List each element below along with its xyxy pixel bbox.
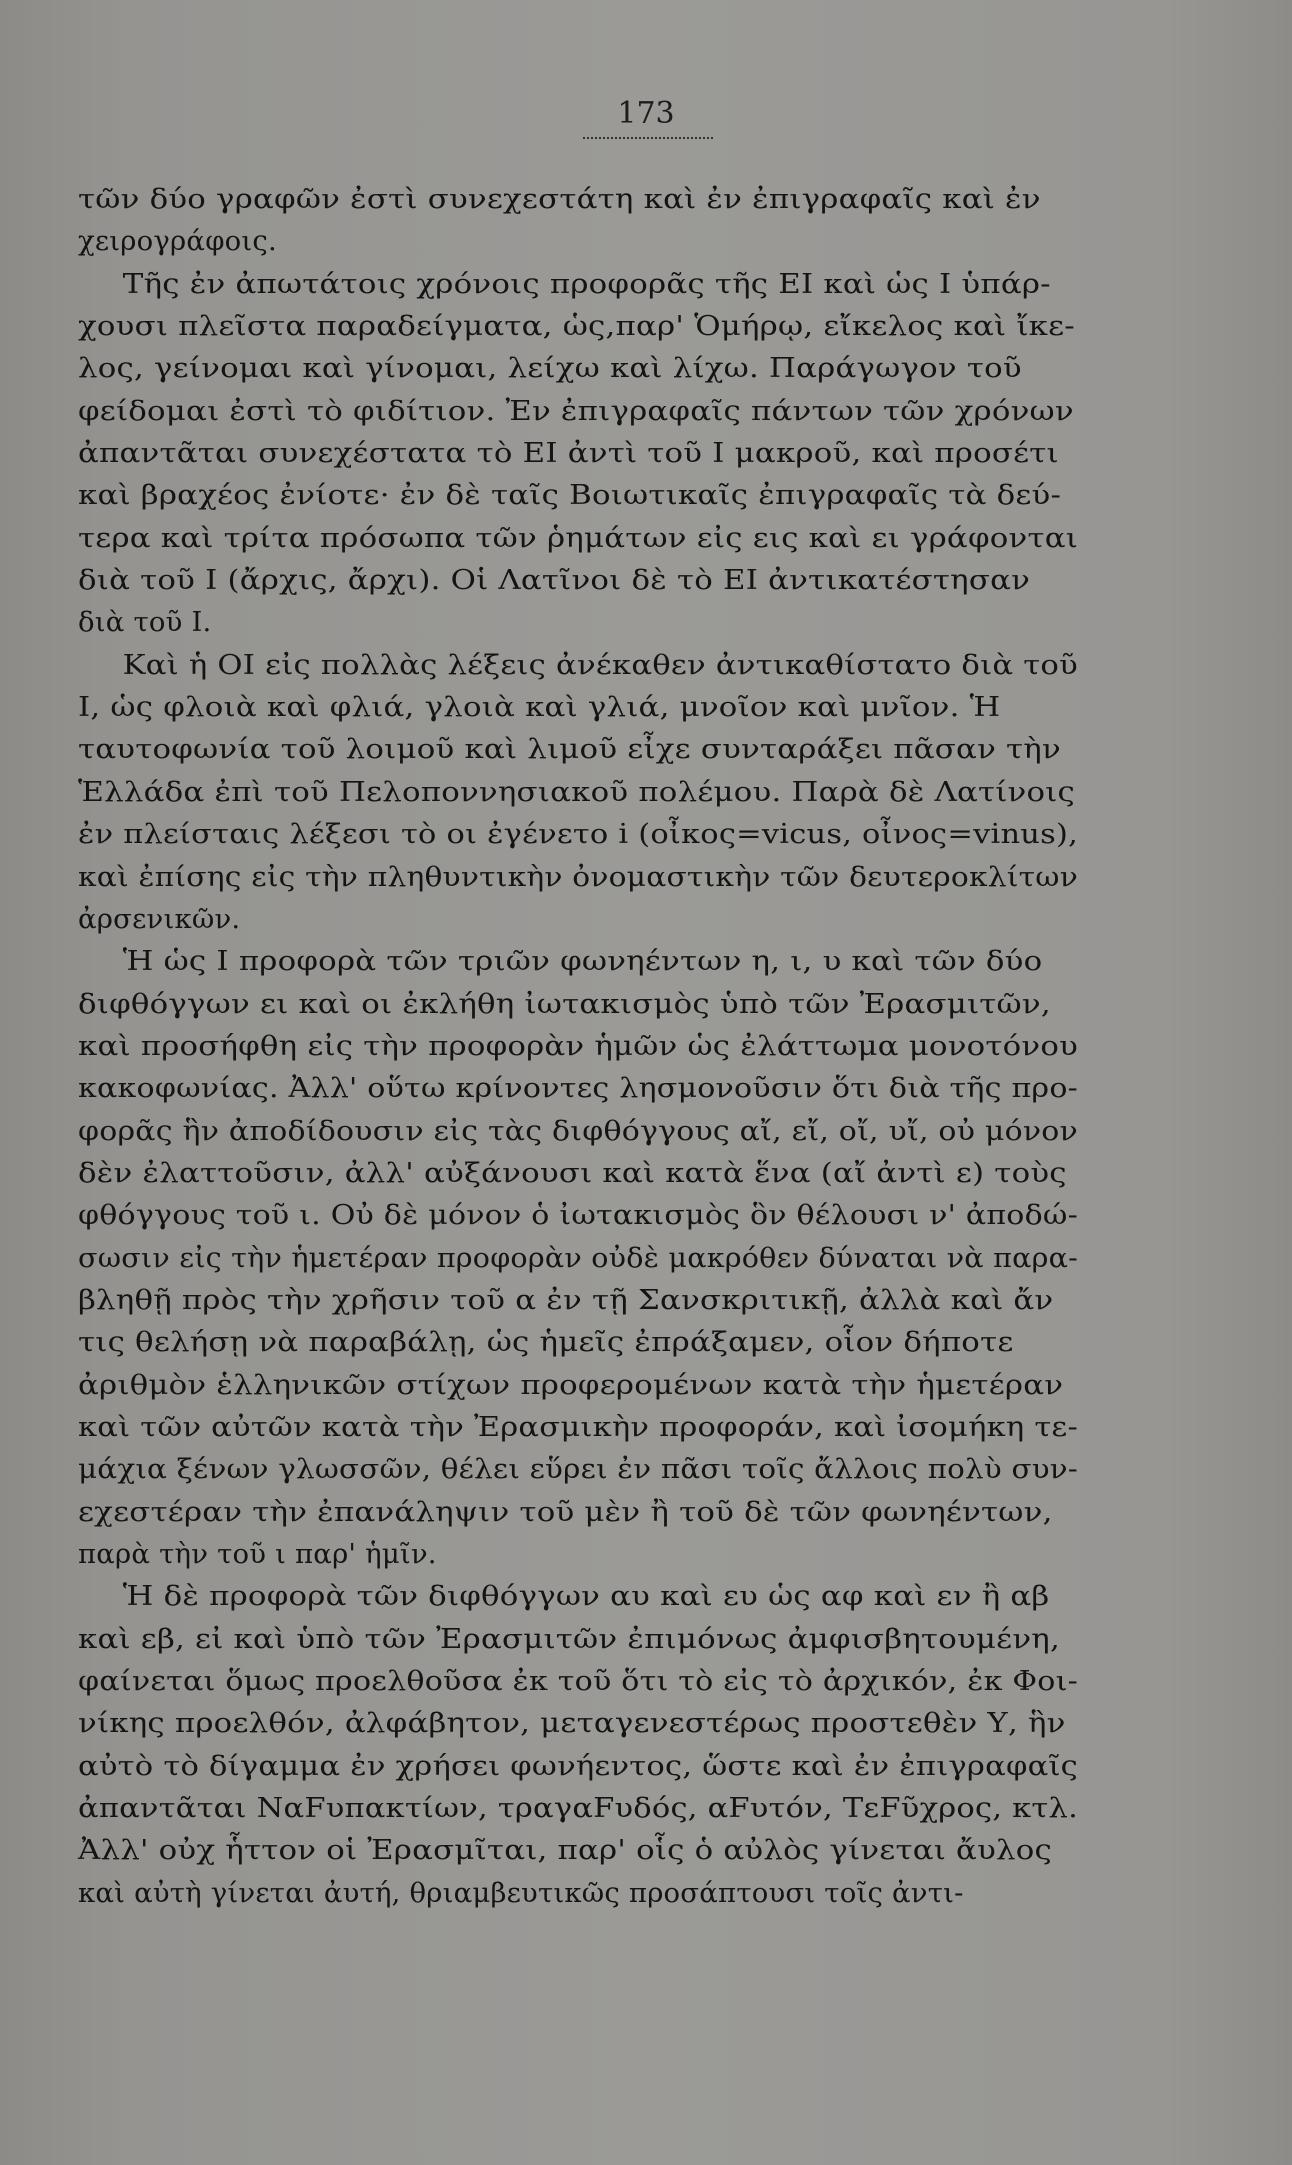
text-line: [78, 1702, 1078, 1744]
text-line-content: χειρογράφοις.: [78, 225, 277, 258]
text-line-content: τῶν δύο γραφῶν ἐστὶ συνεχεστάτη καὶ ἐν ἐπιγραφαῖς καὶ ἐν: [78, 183, 1041, 215]
body-text: [78, 178, 1078, 1914]
text-line: [78, 1745, 1078, 1787]
text-line-content: κακοφωνίας. Ἀλλ' οὕτω κρίνοντες λησμονοῦσιν ὅτι διὰ τῆς προ-: [78, 1072, 1079, 1105]
text-line-content: ἀπαντᾶται ΝαFυπακτίων, τραγαFυδός, αFυτόν, ΤεFῦχρος, κτλ.: [78, 1792, 1079, 1825]
text-line: [78, 390, 1078, 432]
text-line: [78, 1872, 1078, 1914]
text-line-content: καὶ προσήφθη εἰς τὴν προφορὰν ἡμῶν ὡς ἐλάττωμα μονοτόνου: [78, 1029, 1079, 1062]
text-line-content: δὲν ἐλαττοῦσιν, ἀλλ' αὐξάνουσι καὶ κατὰ ἕνα (αἴ ἀντὶ ε) τοὺς: [78, 1156, 1067, 1189]
text-line-content: λος, γείνομαι καὶ γίνομαι, λείχω καὶ λίχω. Παράγωγον τοῦ: [78, 352, 1022, 385]
text-line: [78, 1787, 1078, 1829]
text-line: [78, 898, 1078, 940]
text-line-content: εχεστέραν τὴν ἐπανάληψιν τοῦ μὲν ἢ τοῦ δὲ τῶν φωνηέντων,: [78, 1495, 1053, 1528]
text-line: [78, 1279, 1078, 1321]
text-line: [78, 1448, 1078, 1490]
text-line: [78, 1025, 1078, 1067]
text-line-content: Καὶ ἡ ΟΙ εἰς πολλὰς λέξεις ἀνέκαθεν ἀντικαθίστατο διὰ τοῦ: [122, 648, 1078, 681]
text-line: [78, 1575, 1078, 1617]
text-line: [78, 856, 1078, 898]
text-line: [78, 1152, 1078, 1194]
text-line: [78, 559, 1078, 601]
text-line-content: Ἀλλ' οὐχ ἧττον οἱ Ἐρασμῖται, παρ' οἷς ὁ αὐλὸς γίνεται ἄυλος: [78, 1834, 1053, 1867]
text-line-content: καὶ ἐπίσης εἰς τὴν πληθυντικὴν ὀνομαστικὴν τῶν δευτεροκλίτων: [78, 860, 1078, 893]
text-line: [78, 771, 1078, 813]
text-line-content: φαίνεται ὅμως προελθοῦσα ἐκ τοῦ ὅτι τὸ εἰς τὸ ἀρχικόν, ἐκ Φοι-: [78, 1665, 1078, 1698]
text-line-content: νίκης προελθόν, ἀλφάβητον, μεταγενεστέρως προστεθὲν Υ, ἣν: [78, 1707, 1066, 1740]
text-line-content: Ἡ ὡς Ι προφορὰ τῶν τριῶν φωνηέντων η, ι, υ καὶ τῶν δύο: [122, 945, 1043, 978]
text-line: [78, 220, 1078, 262]
text-line-content: μάχια ξένων γλωσσῶν, θέλει εὕρει ἐν πᾶσι τοῖς ἄλλοις πολὺ συν-: [78, 1453, 1078, 1486]
text-line: [78, 432, 1078, 474]
text-line-content: Ἑλλάδα ἐπὶ τοῦ Πελοποννησιακοῦ πολέμου. Παρὰ δὲ Λατίνοις: [78, 775, 1076, 808]
text-line: [78, 1364, 1078, 1406]
text-line-content: Τῆς ἐν ἀπωτάτοις χρόνοις προφορᾶς τῆς ΕΙ καὶ ὡς Ι ὑπάρ-: [122, 267, 1051, 300]
text-line: [78, 813, 1078, 855]
text-line: [78, 1067, 1078, 1109]
text-line-content: διὰ τοῦ Ι.: [78, 606, 212, 639]
text-line-content: παρὰ τὴν τοῦ ι παρ' ἡμῖν.: [78, 1538, 437, 1570]
text-line-content: ἀριθμὸν ἑλληνικῶν στίχων προφερομένων κατὰ τὴν ἡμετέραν: [78, 1368, 1064, 1401]
text-line-content: καὶ εβ, εἰ καὶ ὑπὸ τῶν Ἐρασμιτῶν ἐπιμόνως ἀμφισβητουμένη,: [78, 1622, 1060, 1655]
text-line: [78, 517, 1078, 559]
text-line-content: καὶ τῶν αὐτῶν κατὰ τὴν Ἐρασμικὴν προφοράν, καὶ ἰσομήκη τε-: [78, 1410, 1079, 1443]
text-line: [78, 474, 1078, 516]
text-line: [78, 686, 1078, 728]
text-line-content: φείδομαι ἐστὶ τὸ φιδίτιον. Ἐν ἐπιγραφαῖς πάντων τῶν χρόνων: [78, 394, 1074, 427]
text-line-content: ἀρσενικῶν.: [78, 902, 241, 935]
text-line-content: φθόγγους τοῦ ι. Οὐ δὲ μόνον ὁ ἰωτακισμὸς ὃν θέλουσι ν' ἀποδώ-: [78, 1199, 1078, 1232]
text-line-content: διφθόγγων ει καὶ οι ἐκλήθη ἰωτακισμὸς ὑπὸ τῶν Ἐρασμιτῶν,: [78, 987, 1051, 1020]
text-line: [78, 263, 1078, 305]
page-number: 173: [617, 96, 675, 131]
text-line-content: ταυτοφωνία τοῦ λοιμοῦ καὶ λιμοῦ εἶχε συνταράξει πᾶσαν τὴν: [78, 733, 1061, 766]
text-line: [78, 1829, 1078, 1871]
text-line: [78, 1194, 1078, 1236]
text-line-content: καὶ αὐτὴ γίνεται ἀυτή, θριαμβευτικῶς προσάπτουσι τοῖς ἀντι-: [78, 1876, 964, 1909]
text-line: [78, 601, 1078, 643]
text-line-content: χουσι πλεῖστα παραδείγματα, ὡς,παρ' Ὁμήρῳ, εἴκελος καὶ ἴκε-: [78, 310, 1075, 343]
text-line-content: αὐτὸ τὸ δίγαμμα ἐν χρήσει φωνήεντος, ὥστε καὶ ἐν ἐπιγραφαῖς: [78, 1749, 1078, 1782]
text-line: [78, 1321, 1078, 1363]
text-line-content: καὶ βραχέος ἐνίοτε· ἐν δὲ ταῖς Βοιωτικαῖς ἐπιγραφαῖς τὰ δεύ-: [78, 479, 1062, 512]
text-line: [78, 1618, 1078, 1660]
text-line: [78, 305, 1078, 347]
text-line: [78, 347, 1078, 389]
text-line: [78, 1660, 1078, 1702]
text-line: [78, 940, 1078, 982]
text-line: [78, 644, 1078, 686]
text-line: [78, 728, 1078, 770]
text-line-content: Ἡ δὲ προφορὰ τῶν διφθόγγων αυ καὶ ευ ὡς αφ καὶ εν ἢ αβ: [122, 1580, 1050, 1613]
text-line: [78, 1491, 1078, 1533]
text-line-content: φορᾶς ἣν ἀποδίδουσιν εἰς τὰς διφθόγγους αἴ, εἴ, οἴ, υἴ, οὐ μόνον: [78, 1114, 1078, 1147]
text-line: [78, 178, 1078, 220]
text-line: [78, 1406, 1078, 1448]
text-line: [78, 1533, 1078, 1575]
page-number-rule: [583, 137, 713, 139]
text-line: [78, 1237, 1078, 1279]
text-line-content: σωσιν εἰς τὴν ἡμετέραν προφορὰν οὐδὲ μακρόθεν δύναται νὰ παρα-: [78, 1241, 1078, 1274]
text-line: [78, 983, 1078, 1025]
text-line: [78, 1110, 1078, 1152]
text-line-content: ἐν πλείσταις λέξεσι τὸ οι ἐγένετο i (οἶκος=vicus, οἶνος=vinus),: [78, 818, 1079, 851]
text-line-content: Ι, ὡς φλοιὰ καὶ φλιά, γλοιὰ καὶ γλιά, μνοῖον καὶ μνῖον. Ἡ: [78, 691, 1001, 724]
text-line-content: βληθῇ πρὸς τὴν χρῆσιν τοῦ α ἐν τῇ Σανσκριτικῇ, ἀλλὰ καὶ ἄν: [78, 1283, 1054, 1316]
text-line-content: τερα καὶ τρίτα πρόσωπα τῶν ῥημάτων εἰς εις καὶ ει γράφονται: [78, 521, 1079, 554]
text-line-content: διὰ τοῦ Ι (ἄρχις, ἄρχι). Οἱ Λατῖνοι δὲ τὸ ΕΙ ἀντικατέστησαν: [78, 564, 1031, 597]
text-line-content: τις θελήσῃ νὰ παραβάλῃ, ὡς ἡμεῖς ἐπράξαμεν, οἷον δήποτε: [78, 1326, 1014, 1359]
text-line-content: ἀπαντᾶται συνεχέστατα τὸ ΕΙ ἀντὶ τοῦ Ι μακροῦ, καὶ προσέτι: [78, 437, 1059, 470]
